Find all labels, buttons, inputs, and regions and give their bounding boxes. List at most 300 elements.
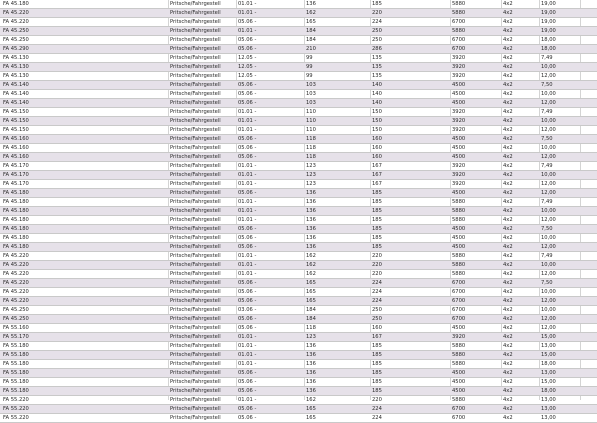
body-type-cell: Pritsche/Fahrgestell bbox=[170, 397, 221, 403]
ps-cell: 220 bbox=[372, 262, 382, 268]
table-row[interactable] bbox=[0, 45, 597, 54]
wheelbase-cell: 6700 bbox=[452, 46, 466, 52]
date-cell: 01.01 - bbox=[238, 217, 257, 223]
date-cell: 12.05 - bbox=[238, 64, 257, 70]
tonnage-cell: 15,00 bbox=[541, 352, 556, 358]
table-row[interactable] bbox=[0, 198, 597, 207]
wheelbase-cell: 6700 bbox=[452, 307, 466, 313]
date-cell: 01.01 - bbox=[238, 172, 257, 178]
model-cell: FA 55.220 bbox=[3, 415, 29, 421]
date-cell: 12.05 - bbox=[238, 55, 257, 61]
body-type-cell: Pritsche/Fahrgestell bbox=[170, 91, 221, 97]
wheelbase-cell: 4500 bbox=[452, 91, 466, 97]
tonnage-cell: 19,00 bbox=[541, 19, 556, 25]
date-cell: 05.06 - bbox=[238, 37, 257, 43]
body-type-cell: Pritsche/Fahrgestell bbox=[170, 127, 221, 133]
wheelbase-cell: 3920 bbox=[452, 127, 466, 133]
kw-cell: 118 bbox=[306, 325, 316, 331]
table-row[interactable] bbox=[0, 216, 597, 225]
table-row[interactable] bbox=[0, 9, 597, 18]
ps-cell: 185 bbox=[372, 361, 382, 367]
tonnage-cell: 12,00 bbox=[541, 316, 556, 322]
tonnage-cell: 7,50 bbox=[541, 280, 553, 286]
date-cell: 01.01 - bbox=[238, 361, 257, 367]
table-row[interactable] bbox=[0, 81, 597, 90]
date-cell: 05.06 - bbox=[238, 415, 257, 421]
drive-cell: 4x2 bbox=[503, 325, 513, 331]
body-type-cell: Pritsche/Fahrgestell bbox=[170, 307, 221, 313]
date-cell: 05.06 - bbox=[238, 235, 257, 241]
date-cell: 12.05 - bbox=[238, 73, 257, 79]
table-row[interactable] bbox=[0, 306, 597, 315]
ps-cell: 167 bbox=[372, 181, 382, 187]
wheelbase-cell: 4500 bbox=[452, 370, 466, 376]
drive-cell: 4x2 bbox=[503, 343, 513, 349]
body-type-cell: Pritsche/Fahrgestell bbox=[170, 199, 221, 205]
tonnage-cell: 13,00 bbox=[541, 415, 556, 421]
model-cell: FA 45.180 bbox=[3, 199, 29, 205]
body-type-cell: Pritsche/Fahrgestell bbox=[170, 235, 221, 241]
body-type-cell: Pritsche/Fahrgestell bbox=[170, 415, 221, 421]
tonnage-cell: 7,49 bbox=[541, 199, 553, 205]
ps-cell: 160 bbox=[372, 136, 382, 142]
date-cell: 05.06 - bbox=[238, 379, 257, 385]
kw-cell: 165 bbox=[306, 19, 316, 25]
drive-cell: 4x2 bbox=[503, 334, 513, 340]
table-row[interactable] bbox=[0, 225, 597, 234]
kw-cell: 184 bbox=[306, 28, 316, 34]
ps-cell: 220 bbox=[372, 397, 382, 403]
table-row[interactable] bbox=[0, 396, 597, 405]
drive-cell: 4x2 bbox=[503, 352, 513, 358]
date-cell: 01.01 - bbox=[238, 127, 257, 133]
drive-cell: 4x2 bbox=[503, 208, 513, 214]
date-cell: 05.06 - bbox=[238, 100, 257, 106]
ps-cell: 185 bbox=[372, 217, 382, 223]
model-cell: FA 45.140 bbox=[3, 82, 29, 88]
kw-cell: 110 bbox=[306, 127, 316, 133]
wheelbase-cell: 5880 bbox=[452, 361, 466, 367]
kw-cell: 103 bbox=[306, 82, 316, 88]
wheelbase-cell: 3920 bbox=[452, 163, 466, 169]
table-row[interactable] bbox=[0, 54, 597, 63]
table-row[interactable] bbox=[0, 0, 597, 9]
drive-cell: 4x2 bbox=[503, 217, 513, 223]
tonnage-cell: 7,49 bbox=[541, 163, 553, 169]
kw-cell: 165 bbox=[306, 406, 316, 412]
kw-cell: 136 bbox=[306, 379, 316, 385]
tonnage-cell: 10,00 bbox=[541, 262, 556, 268]
tonnage-cell: 10,00 bbox=[541, 307, 556, 313]
table-row[interactable] bbox=[0, 279, 597, 288]
drive-cell: 4x2 bbox=[503, 127, 513, 133]
tonnage-cell: 10,00 bbox=[541, 235, 556, 241]
table-row[interactable] bbox=[0, 27, 597, 36]
wheelbase-cell: 6700 bbox=[452, 289, 466, 295]
table-row[interactable] bbox=[0, 117, 597, 126]
ps-cell: 185 bbox=[372, 190, 382, 196]
wheelbase-cell: 3920 bbox=[452, 109, 466, 115]
body-type-cell: Pritsche/Fahrgestell bbox=[170, 289, 221, 295]
tonnage-cell: 15,00 bbox=[541, 379, 556, 385]
table-row[interactable] bbox=[0, 288, 597, 297]
tonnage-cell: 13,00 bbox=[541, 406, 556, 412]
table-row[interactable] bbox=[0, 351, 597, 360]
kw-cell: 165 bbox=[306, 289, 316, 295]
body-type-cell: Pritsche/Fahrgestell bbox=[170, 172, 221, 178]
date-cell: 01.01 - bbox=[238, 208, 257, 214]
date-cell: 05.06 - bbox=[238, 145, 257, 151]
tonnage-cell: 19,00 bbox=[541, 28, 556, 34]
drive-cell: 4x2 bbox=[503, 73, 513, 79]
ps-cell: 250 bbox=[372, 307, 382, 313]
ps-cell: 167 bbox=[372, 172, 382, 178]
table-row[interactable] bbox=[0, 162, 597, 171]
kw-cell: 162 bbox=[306, 397, 316, 403]
model-cell: FA 45.130 bbox=[3, 55, 29, 61]
table-row[interactable] bbox=[0, 72, 597, 81]
table-row[interactable] bbox=[0, 369, 597, 378]
ps-cell: 185 bbox=[372, 226, 382, 232]
tonnage-cell: 7,50 bbox=[541, 226, 553, 232]
wheelbase-cell: 4500 bbox=[452, 379, 466, 385]
body-type-cell: Pritsche/Fahrgestell bbox=[170, 136, 221, 142]
kw-cell: 162 bbox=[306, 10, 316, 16]
tonnage-cell: 18,00 bbox=[541, 46, 556, 52]
wheelbase-cell: 4500 bbox=[452, 154, 466, 160]
kw-cell: 162 bbox=[306, 253, 316, 259]
body-type-cell: Pritsche/Fahrgestell bbox=[170, 316, 221, 322]
table-row[interactable] bbox=[0, 36, 597, 45]
body-type-cell: Pritsche/Fahrgestell bbox=[170, 244, 221, 250]
table-row[interactable] bbox=[0, 405, 597, 414]
model-cell: FA 45.180 bbox=[3, 217, 29, 223]
table-row[interactable] bbox=[0, 153, 597, 162]
kw-cell: 123 bbox=[306, 334, 316, 340]
date-cell: 05.06 - bbox=[238, 280, 257, 286]
drive-cell: 4x2 bbox=[503, 271, 513, 277]
table-row[interactable] bbox=[0, 180, 597, 189]
ps-cell: 150 bbox=[372, 109, 382, 115]
ps-cell: 185 bbox=[372, 352, 382, 358]
wheelbase-cell: 5880 bbox=[452, 352, 466, 358]
model-cell: FA 45.220 bbox=[3, 19, 29, 25]
wheelbase-cell: 6700 bbox=[452, 415, 466, 421]
wheelbase-cell: 5880 bbox=[452, 10, 466, 16]
table-row[interactable] bbox=[0, 135, 597, 144]
model-cell: FA 45.150 bbox=[3, 109, 29, 115]
wheelbase-cell: 6700 bbox=[452, 19, 466, 25]
kw-cell: 118 bbox=[306, 145, 316, 151]
model-cell: FA 45.130 bbox=[3, 73, 29, 79]
body-type-cell: Pritsche/Fahrgestell bbox=[170, 19, 221, 25]
ps-cell: 220 bbox=[372, 253, 382, 259]
wheelbase-cell: 5880 bbox=[452, 217, 466, 223]
drive-cell: 4x2 bbox=[503, 307, 513, 313]
model-cell: FA 45.250 bbox=[3, 307, 29, 313]
kw-cell: 136 bbox=[306, 235, 316, 241]
model-cell: FA 45.250 bbox=[3, 28, 29, 34]
body-type-cell: Pritsche/Fahrgestell bbox=[170, 190, 221, 196]
model-cell: FA 45.250 bbox=[3, 37, 29, 43]
tonnage-cell: 12,00 bbox=[541, 154, 556, 160]
table-row[interactable] bbox=[0, 252, 597, 261]
kw-cell: 184 bbox=[306, 37, 316, 43]
model-cell: FA 45.180 bbox=[3, 244, 29, 250]
tonnage-cell: 10,00 bbox=[541, 289, 556, 295]
ps-cell: 160 bbox=[372, 154, 382, 160]
tonnage-cell: 18,00 bbox=[541, 388, 556, 394]
drive-cell: 4x2 bbox=[503, 118, 513, 124]
wheelbase-cell: 4500 bbox=[452, 235, 466, 241]
table-row[interactable] bbox=[0, 234, 597, 243]
table-row[interactable] bbox=[0, 243, 597, 252]
date-cell: 05.06 - bbox=[238, 298, 257, 304]
tonnage-cell: 12,00 bbox=[541, 217, 556, 223]
body-type-cell: Pritsche/Fahrgestell bbox=[170, 334, 221, 340]
table-row[interactable] bbox=[0, 99, 597, 108]
drive-cell: 4x2 bbox=[503, 145, 513, 151]
wheelbase-cell: 5880 bbox=[452, 343, 466, 349]
model-cell: FA 45.150 bbox=[3, 127, 29, 133]
date-cell: 01.01 - bbox=[238, 343, 257, 349]
table-row[interactable] bbox=[0, 18, 597, 27]
ps-cell: 185 bbox=[372, 388, 382, 394]
model-cell: FA 45.220 bbox=[3, 10, 29, 16]
ps-cell: 140 bbox=[372, 91, 382, 97]
tonnage-cell: 12,00 bbox=[541, 244, 556, 250]
wheelbase-cell: 4500 bbox=[452, 226, 466, 232]
date-cell: 01.01 - bbox=[238, 1, 257, 7]
model-cell: FA 55.180 bbox=[3, 370, 29, 376]
drive-cell: 4x2 bbox=[503, 100, 513, 106]
date-cell: 01.01 - bbox=[238, 118, 257, 124]
body-type-cell: Pritsche/Fahrgestell bbox=[170, 343, 221, 349]
wheelbase-cell: 6700 bbox=[452, 298, 466, 304]
body-type-cell: Pritsche/Fahrgestell bbox=[170, 145, 221, 151]
kw-cell: 123 bbox=[306, 163, 316, 169]
date-cell: 05.06 - bbox=[238, 370, 257, 376]
wheelbase-cell: 4500 bbox=[452, 388, 466, 394]
kw-cell: 165 bbox=[306, 415, 316, 421]
table-row[interactable] bbox=[0, 126, 597, 135]
table-row[interactable] bbox=[0, 171, 597, 180]
kw-cell: 136 bbox=[306, 361, 316, 367]
wheelbase-cell: 3920 bbox=[452, 172, 466, 178]
tonnage-cell: 7,49 bbox=[541, 109, 553, 115]
table-row[interactable] bbox=[0, 108, 597, 117]
tonnage-cell: 15,00 bbox=[541, 334, 556, 340]
drive-cell: 4x2 bbox=[503, 298, 513, 304]
body-type-cell: Pritsche/Fahrgestell bbox=[170, 280, 221, 286]
wheelbase-cell: 4500 bbox=[452, 145, 466, 151]
drive-cell: 4x2 bbox=[503, 91, 513, 97]
wheelbase-cell: 3920 bbox=[452, 64, 466, 70]
ps-cell: 286 bbox=[372, 46, 382, 52]
wheelbase-cell: 6700 bbox=[452, 37, 466, 43]
body-type-cell: Pritsche/Fahrgestell bbox=[170, 208, 221, 214]
tonnage-cell: 19,00 bbox=[541, 1, 556, 7]
model-cell: FA 45.140 bbox=[3, 100, 29, 106]
table-row[interactable] bbox=[0, 387, 597, 396]
model-cell: FA 55.220 bbox=[3, 406, 29, 412]
body-type-cell: Pritsche/Fahrgestell bbox=[170, 10, 221, 16]
date-cell: 05.06 - bbox=[238, 406, 257, 412]
date-cell: 05.06 - bbox=[238, 325, 257, 331]
table-row[interactable] bbox=[0, 297, 597, 306]
wheelbase-cell: 4500 bbox=[452, 136, 466, 142]
body-type-cell: Pritsche/Fahrgestell bbox=[170, 1, 221, 7]
tonnage-cell: 7,50 bbox=[541, 82, 553, 88]
ps-cell: 250 bbox=[372, 28, 382, 34]
wheelbase-cell: 5880 bbox=[452, 262, 466, 268]
wheelbase-cell: 3920 bbox=[452, 181, 466, 187]
body-type-cell: Pritsche/Fahrgestell bbox=[170, 298, 221, 304]
tonnage-cell: 13,00 bbox=[541, 397, 556, 403]
table-row[interactable] bbox=[0, 378, 597, 387]
ps-cell: 224 bbox=[372, 415, 382, 421]
kw-cell: 136 bbox=[306, 370, 316, 376]
wheelbase-cell: 4500 bbox=[452, 190, 466, 196]
body-type-cell: Pritsche/Fahrgestell bbox=[170, 82, 221, 88]
model-cell: FA 45.130 bbox=[3, 64, 29, 70]
model-cell: FA 45.140 bbox=[3, 91, 29, 97]
drive-cell: 4x2 bbox=[503, 361, 513, 367]
drive-cell: 4x2 bbox=[503, 388, 513, 394]
model-cell: FA 45.180 bbox=[3, 1, 29, 7]
table-row[interactable] bbox=[0, 189, 597, 198]
ps-cell: 185 bbox=[372, 1, 382, 7]
table-row[interactable] bbox=[0, 90, 597, 99]
table-row[interactable] bbox=[0, 144, 597, 153]
drive-cell: 4x2 bbox=[503, 181, 513, 187]
tonnage-cell: 12,00 bbox=[541, 181, 556, 187]
ps-cell: 167 bbox=[372, 163, 382, 169]
tonnage-cell: 18,00 bbox=[541, 37, 556, 43]
tonnage-cell: 12,00 bbox=[541, 298, 556, 304]
table-row[interactable] bbox=[0, 315, 597, 324]
table-row[interactable] bbox=[0, 333, 597, 342]
table-row[interactable] bbox=[0, 414, 597, 423]
body-type-cell: Pritsche/Fahrgestell bbox=[170, 370, 221, 376]
table-row[interactable] bbox=[0, 342, 597, 351]
kw-cell: 136 bbox=[306, 226, 316, 232]
date-cell: 05.06 - bbox=[238, 19, 257, 25]
kw-cell: 165 bbox=[306, 298, 316, 304]
model-cell: FA 45.220 bbox=[3, 253, 29, 259]
ps-cell: 185 bbox=[372, 235, 382, 241]
wheelbase-cell: 4500 bbox=[452, 82, 466, 88]
table-row[interactable] bbox=[0, 270, 597, 279]
model-cell: FA 55.180 bbox=[3, 352, 29, 358]
wheelbase-cell: 5880 bbox=[452, 253, 466, 259]
wheelbase-cell: 3920 bbox=[452, 55, 466, 61]
date-cell: 05.06 - bbox=[238, 46, 257, 52]
ps-cell: 140 bbox=[372, 82, 382, 88]
drive-cell: 4x2 bbox=[503, 154, 513, 160]
model-cell: FA 45.160 bbox=[3, 136, 29, 142]
wheelbase-cell: 3920 bbox=[452, 118, 466, 124]
body-type-cell: Pritsche/Fahrgestell bbox=[170, 46, 221, 52]
tonnage-cell: 12,00 bbox=[541, 271, 556, 277]
wheelbase-cell: 5880 bbox=[452, 199, 466, 205]
tonnage-cell: 13,00 bbox=[541, 370, 556, 376]
kw-cell: 136 bbox=[306, 352, 316, 358]
body-type-cell: Pritsche/Fahrgestell bbox=[170, 352, 221, 358]
drive-cell: 4x2 bbox=[503, 136, 513, 142]
body-type-cell: Pritsche/Fahrgestell bbox=[170, 388, 221, 394]
drive-cell: 4x2 bbox=[503, 55, 513, 61]
ps-cell: 185 bbox=[372, 370, 382, 376]
model-cell: FA 45.290 bbox=[3, 46, 29, 52]
date-cell: 01.01 - bbox=[238, 28, 257, 34]
drive-cell: 4x2 bbox=[503, 406, 513, 412]
drive-cell: 4x2 bbox=[503, 370, 513, 376]
date-cell: 01.01 - bbox=[238, 271, 257, 277]
body-type-cell: Pritsche/Fahrgestell bbox=[170, 28, 221, 34]
ps-cell: 185 bbox=[372, 208, 382, 214]
kw-cell: 162 bbox=[306, 262, 316, 268]
kw-cell: 103 bbox=[306, 100, 316, 106]
wheelbase-cell: 5880 bbox=[452, 208, 466, 214]
wheelbase-cell: 5880 bbox=[452, 397, 466, 403]
model-cell: FA 55.170 bbox=[3, 334, 29, 340]
body-type-cell: Pritsche/Fahrgestell bbox=[170, 73, 221, 79]
date-cell: 01.01 - bbox=[238, 181, 257, 187]
body-type-cell: Pritsche/Fahrgestell bbox=[170, 181, 221, 187]
drive-cell: 4x2 bbox=[503, 226, 513, 232]
ps-cell: 224 bbox=[372, 280, 382, 286]
tonnage-cell: 7,49 bbox=[541, 55, 553, 61]
kw-cell: 162 bbox=[306, 271, 316, 277]
date-cell: 01.01 - bbox=[238, 163, 257, 169]
body-type-cell: Pritsche/Fahrgestell bbox=[170, 325, 221, 331]
ps-cell: 135 bbox=[372, 64, 382, 70]
tonnage-cell: 13,00 bbox=[541, 343, 556, 349]
model-cell: FA 45.160 bbox=[3, 145, 29, 151]
table-row[interactable] bbox=[0, 207, 597, 216]
wheelbase-cell: 4500 bbox=[452, 100, 466, 106]
drive-cell: 4x2 bbox=[503, 235, 513, 241]
model-cell: FA 45.250 bbox=[3, 316, 29, 322]
model-cell: FA 45.220 bbox=[3, 271, 29, 277]
table-row[interactable] bbox=[0, 360, 597, 369]
tonnage-cell: 12,00 bbox=[541, 127, 556, 133]
model-cell: FA 55.220 bbox=[3, 397, 29, 403]
drive-cell: 4x2 bbox=[503, 109, 513, 115]
kw-cell: 103 bbox=[306, 91, 316, 97]
kw-cell: 136 bbox=[306, 217, 316, 223]
ps-cell: 224 bbox=[372, 406, 382, 412]
ps-cell: 224 bbox=[372, 19, 382, 25]
drive-cell: 4x2 bbox=[503, 10, 513, 16]
body-type-cell: Pritsche/Fahrgestell bbox=[170, 406, 221, 412]
date-cell: 05.06 - bbox=[238, 154, 257, 160]
date-cell: 01.01 - bbox=[238, 253, 257, 259]
table-row[interactable] bbox=[0, 324, 597, 333]
tonnage-cell: 10,00 bbox=[541, 118, 556, 124]
tonnage-cell: 12,00 bbox=[541, 190, 556, 196]
wheelbase-cell: 4500 bbox=[452, 244, 466, 250]
ps-cell: 220 bbox=[372, 271, 382, 277]
table-row[interactable] bbox=[0, 261, 597, 270]
table-row[interactable] bbox=[0, 63, 597, 72]
body-type-cell: Pritsche/Fahrgestell bbox=[170, 217, 221, 223]
ps-cell: 250 bbox=[372, 37, 382, 43]
wheelbase-cell: 5880 bbox=[452, 28, 466, 34]
wheelbase-cell: 6700 bbox=[452, 280, 466, 286]
drive-cell: 4x2 bbox=[503, 199, 513, 205]
